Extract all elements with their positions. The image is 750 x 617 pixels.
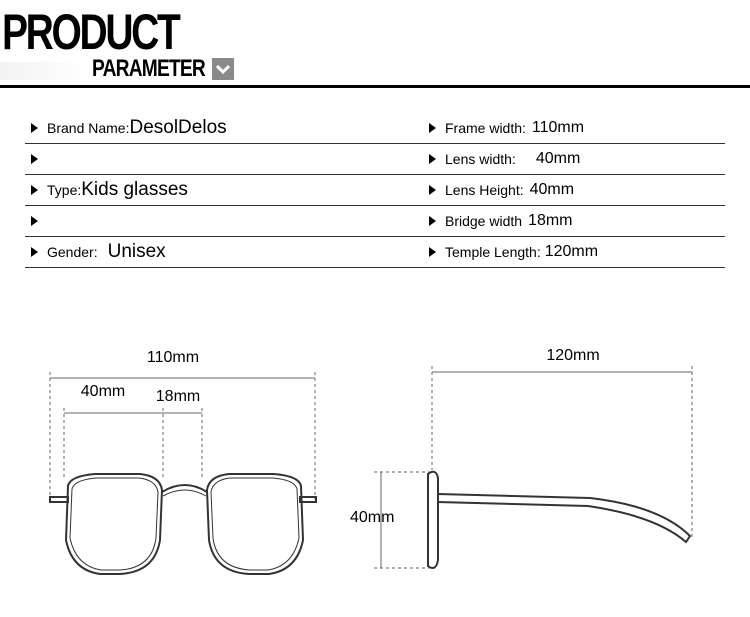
param-label: Frame width: (445, 119, 526, 136)
param-value: 120mm (544, 242, 599, 260)
lens-width-label: 40mm (80, 383, 126, 400)
temple-arm (438, 494, 690, 542)
frame-width-label: 110mm (146, 349, 200, 366)
glasses-front-view (50, 474, 316, 574)
param-value: Unisex (107, 240, 166, 262)
bridge (162, 485, 207, 492)
param-label: Gender: (47, 243, 98, 260)
param-value: 40mm (535, 149, 581, 167)
page-title: PRODUCT (2, 4, 179, 60)
param-value: DesolDelos (129, 116, 227, 138)
temple-length-label: 120mm (546, 347, 600, 364)
param-value: 18mm (528, 211, 573, 229)
param-label: Brand Name: (47, 119, 130, 136)
lens-height-label: 40mm (350, 509, 395, 526)
param-label: Lens width: (445, 150, 516, 167)
param-value: Kids glasses (81, 178, 188, 200)
param-label: Lens Height: (445, 181, 524, 198)
bridge-width-label: 18mm (155, 388, 201, 405)
param-value: 110mm (531, 118, 585, 136)
page-subtitle: PARAMETER (92, 55, 205, 82)
param-label: Type: (47, 181, 82, 198)
param-label: Bridge width (445, 212, 523, 229)
glasses-side-view (428, 472, 690, 568)
param-label: Temple Length: (445, 243, 541, 260)
lens-edge (428, 472, 438, 568)
param-value: 40mm (529, 180, 575, 198)
